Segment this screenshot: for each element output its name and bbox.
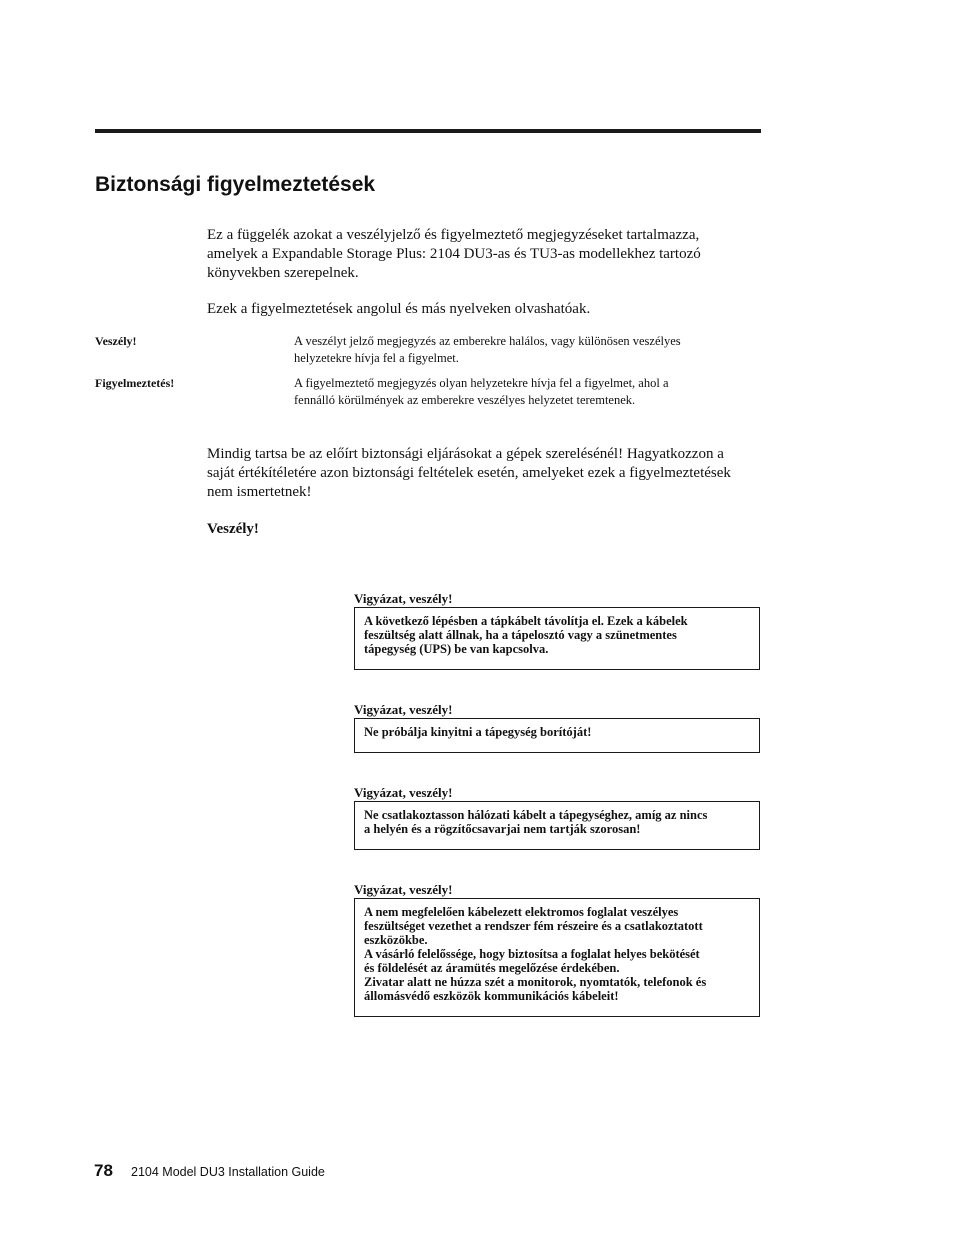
caution-line: Zivatar alatt ne húzza szét a monitorok, nyomtatók, telefonok és [364, 975, 707, 989]
caution-label: Vigyázat, veszély! [354, 785, 453, 800]
caution-label: Vigyázat, veszély! [354, 882, 453, 897]
caution-line: A vásárló felelőssége, hogy biztosítsa a foglalat helyes bekötését [364, 947, 700, 961]
intro-line: amelyek a Expandable Storage Plus: 2104 DU3-as és TU3-as modellekhez tartozó [207, 246, 701, 262]
caution-line: a helyén és a rögzítőcsavarjai nem tartják szorosan! [364, 822, 641, 836]
languages-note-text: Ezek a figyelmeztetések angolul és más nyelveken olvashatóak. [207, 301, 591, 317]
caution-label: Vigyázat, veszély! [354, 591, 453, 606]
danger-label: Veszély! [207, 521, 259, 537]
definition-desc-line: helyzetekre hívja fel a figyelmet. [294, 351, 459, 365]
caution-line: feszültség alatt állnak, ha a tápelosztó vagy a szünetmentes [364, 628, 677, 642]
languages-note [207, 300, 767, 319]
definition-term-danger: Veszély! [95, 334, 137, 348]
intro-line: könyvekben szerepelnek. [207, 265, 359, 281]
page-number: 78 [94, 1161, 113, 1180]
caution-line: és földelését az áramütés megelőzése érdekében. [364, 961, 620, 975]
caution-line: A nem megfelelően kábelezett elektromos foglalat veszélyes [364, 905, 679, 919]
definition-desc-danger [294, 333, 754, 367]
safety-note-line: nem ismertetnek! [207, 484, 312, 500]
caution-line: eszközökbe. [364, 933, 428, 947]
caution-line: feszültséget vezethet a rendszer fém részeire és a csatlakoztatott [364, 919, 703, 933]
caution-label: Vigyázat, veszély! [354, 702, 453, 717]
definition-desc-line: A figyelmeztető megjegyzés olyan helyzetekre hívja fel a figyelmet, ahol a [294, 376, 669, 390]
caution-line: A következő lépésben a tápkábelt távolítja el. Ezek a kábelek [364, 614, 688, 628]
safety-note-paragraph [207, 445, 767, 502]
section-heading: Biztonsági figyelmeztetések [95, 173, 376, 196]
caution-line: tápegység (UPS) be van kapcsolva. [364, 642, 549, 656]
definition-desc-line: fennálló körülmények az emberekre veszélyes helyzetet teremtenek. [294, 393, 636, 407]
caution-line: Ne próbálja kinyitni a tápegység borítóját! [364, 725, 592, 739]
safety-note-line: Mindig tartsa be az előírt biztonsági eljárásokat a gépek szerelésénél! Hagyatkozzon a [207, 446, 724, 462]
caution-box [354, 898, 760, 1017]
intro-paragraph [207, 226, 767, 283]
definition-term-caution: Figyelmeztetés! [95, 376, 175, 390]
caution-box [354, 607, 760, 670]
definition-desc-caution [294, 375, 754, 409]
caution-box [354, 718, 760, 753]
intro-line: Ez a függelék azokat a veszélyjelző és figyelmeztető megjegyzéseket tartalmazza, [207, 227, 700, 243]
top-rule [95, 129, 761, 133]
footer-title: 2104 Model DU3 Installation Guide [131, 1165, 325, 1179]
caution-line: állomásvédő eszközök kommunikációs kábeleit! [364, 989, 619, 1003]
definition-desc-line: A veszélyt jelző megjegyzés az emberekre halálos, vagy különösen veszélyes [294, 334, 681, 348]
caution-box [354, 801, 760, 850]
safety-note-line: saját értékítéletére azon biztonsági feltételek esetén, amelyeket ezek a figyelmeztetések [207, 465, 731, 481]
caution-line: Ne csatlakoztasson hálózati kábelt a tápegységhez, amíg az nincs [364, 808, 708, 822]
